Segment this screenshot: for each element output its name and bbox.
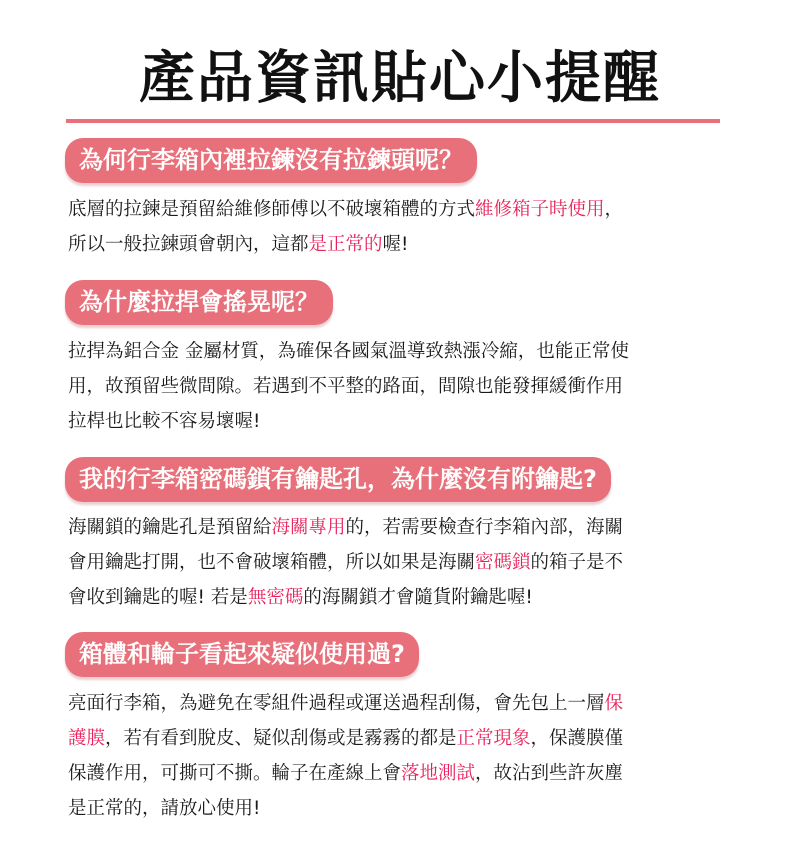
highlighted-text: 維修箱子時使用 xyxy=(475,199,605,220)
highlighted-text: 是正常的 xyxy=(308,234,383,255)
answer-text: 底層的拉鍊是預留給維修師傅以不破壞箱體的方式 xyxy=(68,199,476,220)
highlighted-text: 海關專用 xyxy=(271,517,346,538)
answer-text: 的箱子是不 xyxy=(530,552,624,573)
answer-line xyxy=(68,404,724,439)
answer-text: 拉桿也比較不容易壞喔! xyxy=(68,411,261,432)
answer-text: 亮面行李箱，為避免在零組件過程或運送過程刮傷，會先包上一層 xyxy=(68,693,605,714)
answer-text: 用，故預留些微間隙。若遇到不平整的路面，間隙也能發揮緩衝作用 xyxy=(68,376,624,397)
highlighted-text: 密碼鎖 xyxy=(475,552,531,573)
title-underline xyxy=(66,119,720,123)
answer-line xyxy=(68,334,724,369)
question-banner-3: 我的行李箱密碼鎖有鑰匙孔，為什麼沒有附鑰匙? xyxy=(65,457,611,502)
answer-text: 拉捍為鋁合金 金屬材質，為確保各國氣溫導致熱漲冷縮，也能正常使 xyxy=(68,341,629,362)
answer-text: 喔! xyxy=(382,234,409,255)
page-title: 產品資訊貼心小提醒 xyxy=(139,46,661,111)
answer-text: ， xyxy=(604,199,624,220)
question-banner-1: 為何行李箱內裡拉鍊沒有拉鍊頭呢？ xyxy=(65,138,477,183)
answer-line xyxy=(68,721,724,756)
highlighted-text: 無密碼 xyxy=(247,587,304,608)
answer-line xyxy=(68,686,724,721)
answer-text: 會用鑰匙打開，也不會破壞箱體，所以如果是海關 xyxy=(68,552,476,573)
answer-text: 是正常的，請放心使用! xyxy=(68,798,261,819)
answer-paragraph-4 xyxy=(68,686,724,826)
answer-text: 海關鎖的鑰匙孔是預留給 xyxy=(68,517,272,538)
answer-text: 所以一般拉鍊頭會朝內，這都 xyxy=(68,234,309,255)
highlighted-text: 落地測試 xyxy=(401,763,476,784)
answer-paragraph-2 xyxy=(68,334,724,439)
answer-line xyxy=(68,227,724,262)
answer-paragraph-1 xyxy=(68,192,724,262)
answer-line xyxy=(68,791,724,826)
highlighted-text: 保 xyxy=(604,693,624,714)
answer-text: ，保護膜僅 xyxy=(530,728,624,749)
answer-text: ，若有看到脫皮、疑似刮傷或是霧霧的都是 xyxy=(105,728,457,749)
answer-text: ，故沾到些許灰塵 xyxy=(475,763,624,784)
question-banner-2: 為什麼拉捍會搖晃呢？ xyxy=(65,280,333,325)
answer-text: 保護作用，可撕可不撕。輪子在產線上會 xyxy=(68,763,402,784)
answer-line xyxy=(68,369,724,404)
question-banner-4: 箱體和輪子看起來疑似使用過? xyxy=(65,632,419,677)
answer-line xyxy=(68,545,724,580)
highlighted-text: 護膜 xyxy=(68,728,106,749)
answer-line xyxy=(68,580,724,615)
answer-text: 的，若需要檢查行李箱內部，海關 xyxy=(345,517,624,538)
answer-text: 的海關鎖才會隨貨附鑰匙喔! xyxy=(303,587,533,608)
answer-line xyxy=(68,192,724,227)
highlighted-text: 正常現象 xyxy=(456,728,531,749)
answer-line xyxy=(68,510,724,545)
answer-paragraph-3 xyxy=(68,510,724,615)
answer-line xyxy=(68,756,724,791)
answer-text: 會收到鑰匙的喔! 若是 xyxy=(68,587,248,608)
